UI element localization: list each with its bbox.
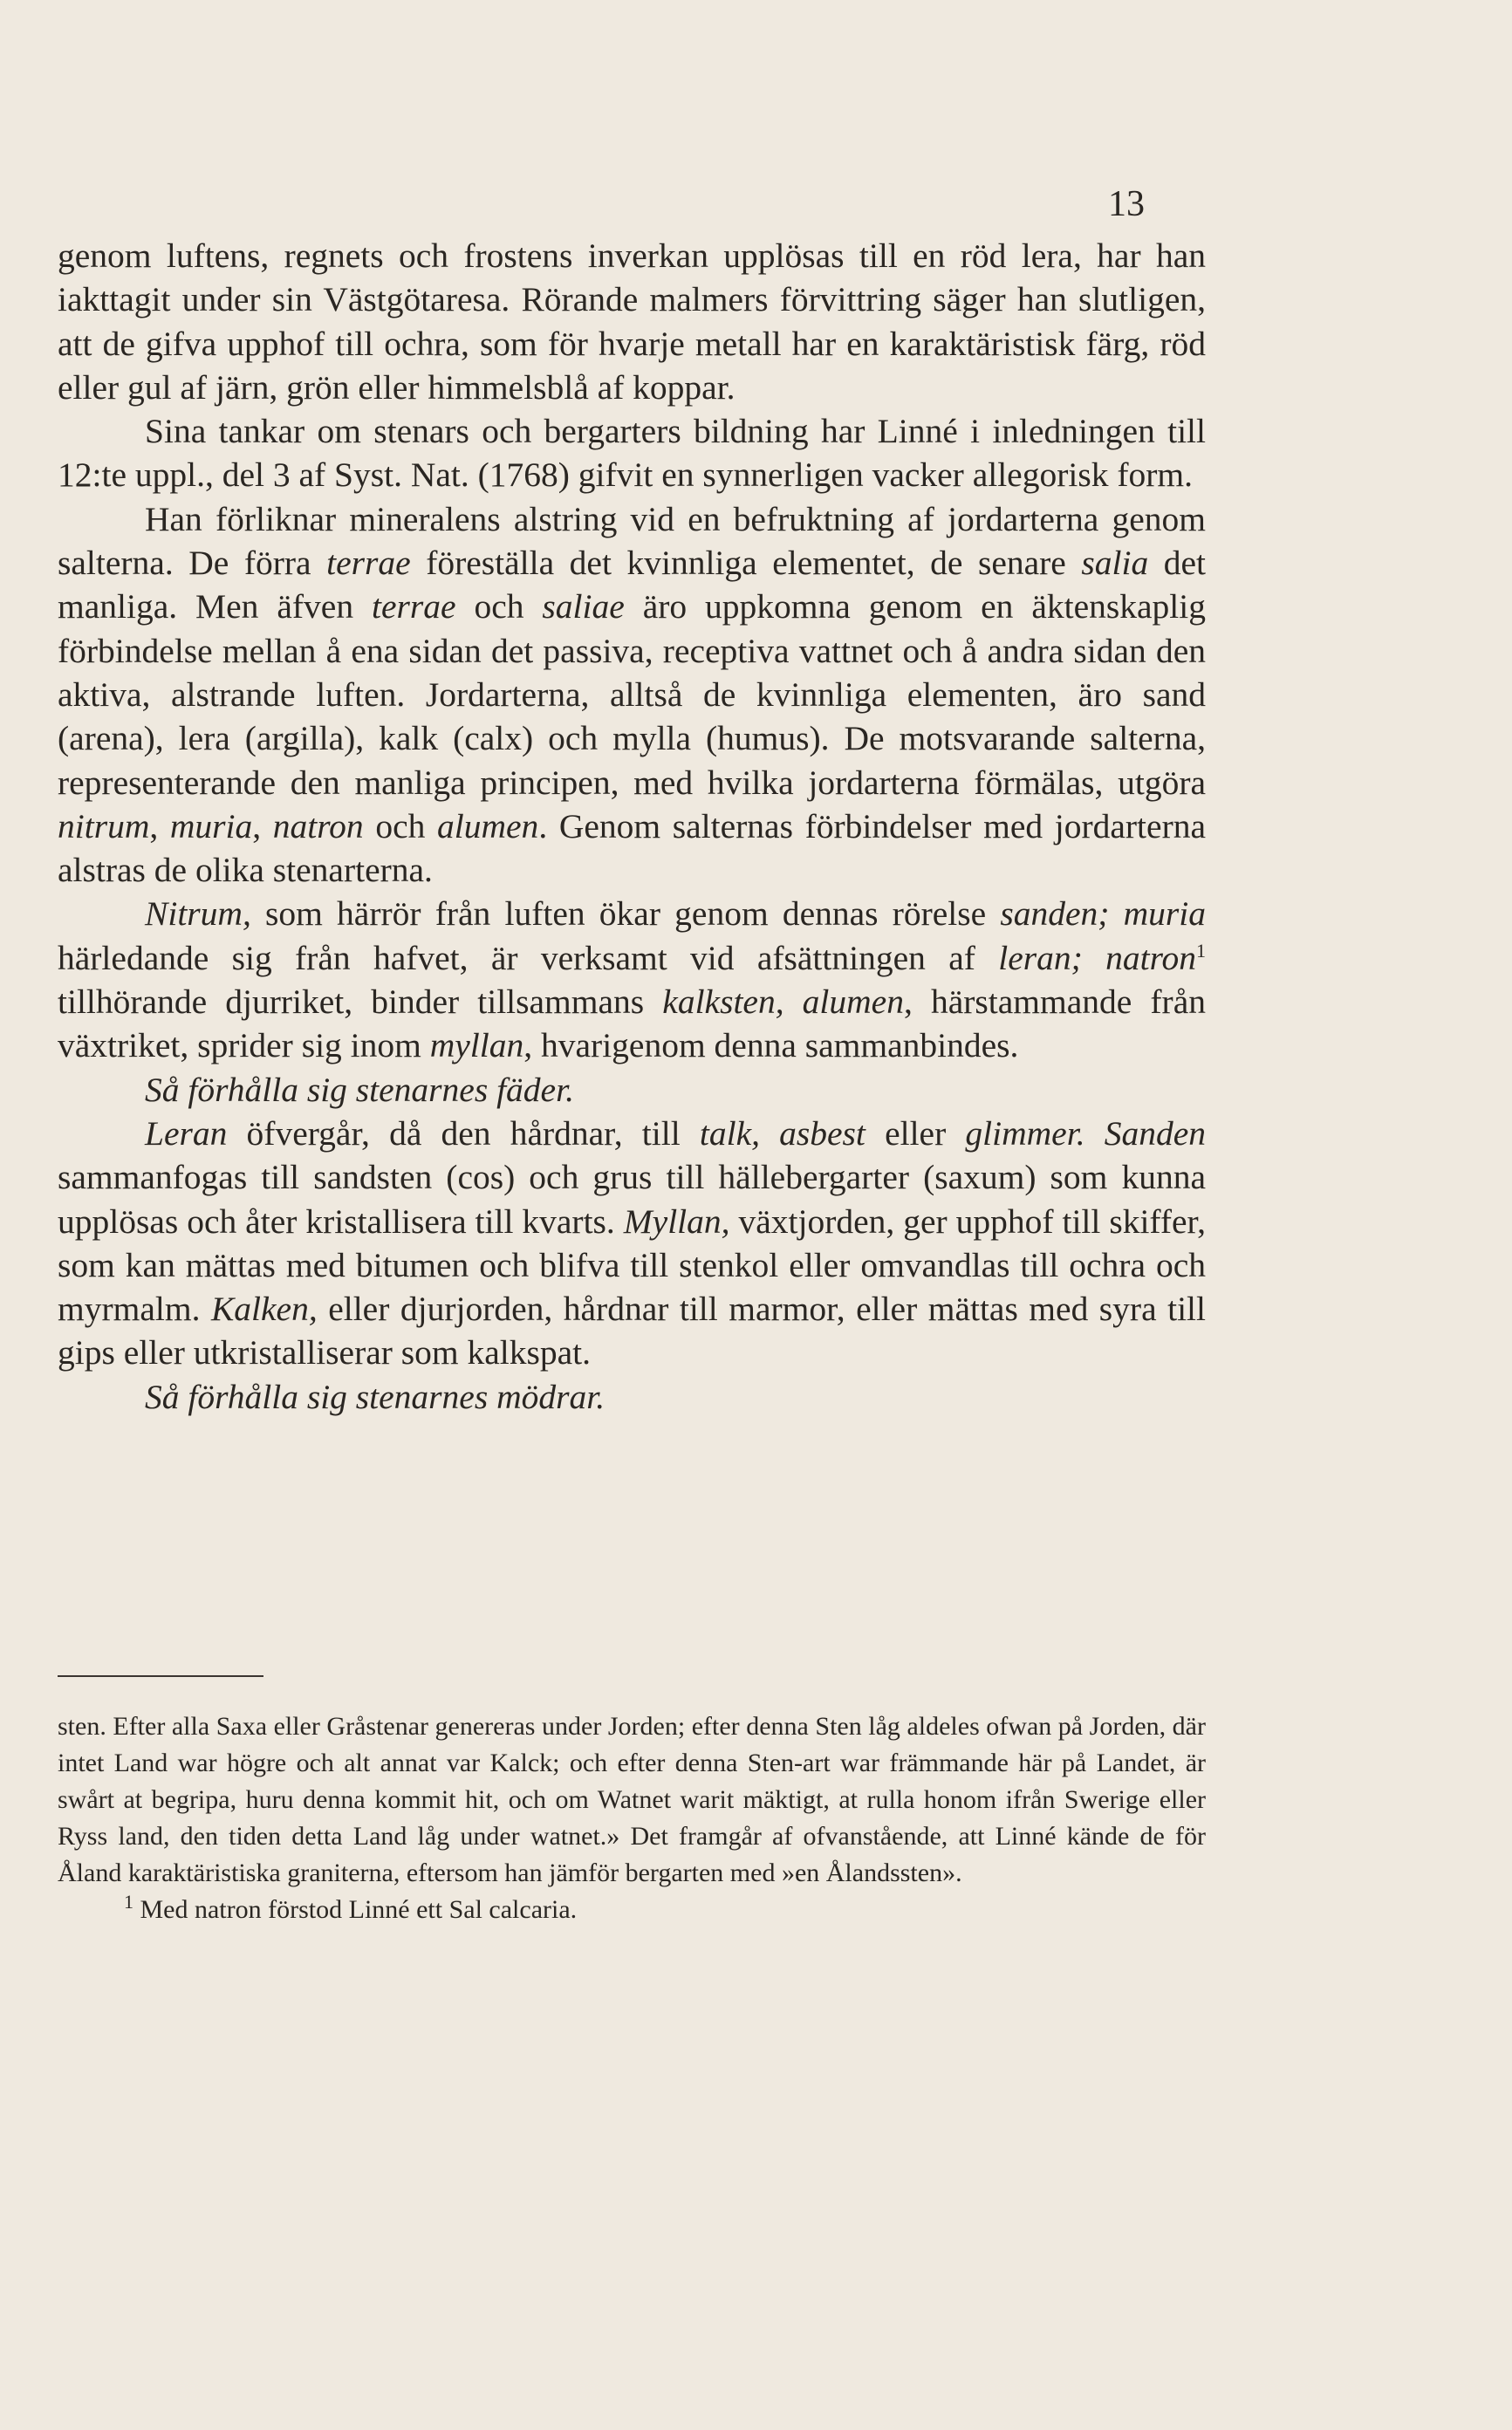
paragraph-3: Han förliknar mineralens alstring vid en befruktning af jordarterna genom salterna. De förra terrae föreställa det kvinnliga elementet, de senare salia det manliga. Men äfven terrae och saliae äro uppkomna genom en äktenskaplig förbindelse mellan å ena sidan det passiva, receptiva vattnet och å andra sidan den aktiva, alstrande luften. Jordarterna, alltså de kvinnliga elementen, äro sand (arena), lera (argilla), kalk (calx) och mylla (humus). De motsvarande salterna, representerande den manliga principen, med hvilka jordarterna förmälas, utgöra nitrum, muria, natron och alumen. Genom salternas förbindelser med jordarterna alstras de olika stenarterna.	[58, 499, 1206, 890]
paragraph-7: Så förhålla sig stenarnes mödrar.	[145, 1377, 605, 1416]
main-text	[58, 234, 1206, 1419]
paragraph-4: Nitrum, som härrör från luften ökar genom dennas rörelse sanden; muria härledande sig från hafvet, är verksamt vid afsättningen af leran; natron$^1$ tillhörande djurriket, binder tillsammans kalksten, alumen, härstammande från växtriket, sprider sig inom myllan, hvarigenom denna sammanbindes.	[58, 894, 1206, 1065]
footnote-continuation: sten. Efter alla Saxa eller Gråstenar genereras under Jorden; efter denna Sten låg aldeles ofwan på Jorden, där intet Land war högre och alt annat var Kalck; och efter denna Sten-art war främmande här på Landet, är swårt at begripa, huru denna kommit hit, och om Watnet warit mäktigt, at rulla honom ifrån Swerige eller Ryss land, den tiden detta Land låg under watnet.» Det framgår af ofvanstående, att Linné kände de för Åland karaktäristiska graniterna, eftersom han jämför bergarten med »en Ålandssten».	[58, 1712, 1206, 1887]
paragraph-2: Sina tankar om stenars och bergarters bildning har Linné i inledningen till 12:te uppl., del 3 af Syst. Nat. (1768) gifvit en synnerligen vacker allegorisk form.	[58, 412, 1206, 495]
paragraph-6: Leran öfvergår, då den hårdnar, till talk, asbest eller glimmer. Sanden sammanfogas till sandsten (cos) och grus till hällebergarter (saxum) som kunna upplösas och åter kristallisera till kvarts. Myllan, växtjorden, ger upphof till skiffer, som kan mättas med bitumen och blifva till stenkol eller omvandlas till ochra och myrmalm. Kalken, eller djurjorden, hårdnar till marmor, eller mättas med syra till gips eller utkristalliserar som kalkspat.	[58, 1113, 1207, 1372]
footnote-1: $^1$ Med natron förstod Linné ett Sal calcaria.	[124, 1891, 578, 1924]
paragraph-5: Så förhålla sig stenarnes fäder.	[145, 1070, 574, 1109]
footnote-ref-1: 1	[1195, 939, 1206, 962]
footnote-divider	[58, 1675, 263, 1677]
paragraph-1: genom luftens, regnets och frostens inverkan upplösas till en röd lera, har han iakttagit under sin Västgötaresa. Rörande malmers förvittring säger han slutligen, att de gifva upphof till ochra, som för hvarje metall har en karaktäristisk färg, röd eller gul af järn, grön eller himmelsblå af koppar.	[58, 236, 1206, 407]
page-number: 13	[1108, 184, 1145, 224]
footnotes	[58, 1708, 1206, 1928]
